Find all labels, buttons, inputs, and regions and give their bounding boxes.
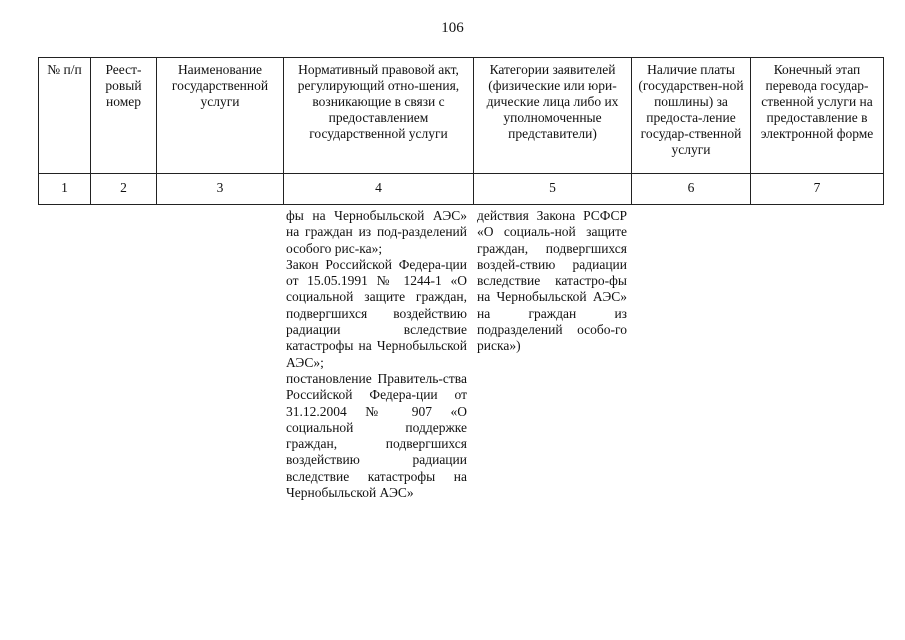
column-number-cell: 2 <box>91 174 157 205</box>
header-cell-service-name: Наименование государственной услуги <box>157 58 284 174</box>
legal-act-continuation <box>286 208 467 501</box>
column-number-cell: 3 <box>157 174 284 205</box>
legal-act-paragraph: Закон Российской Федера-ции от 15.05.1991 № 1244-1 «О социальной защите граждан, подвергшихся воздействию радиации вследствие катастрофы на Чернобыльской АЭС»; <box>286 256 467 370</box>
column-number-cell: 5 <box>474 174 632 205</box>
legal-act-paragraph: постановление Правитель-ства Российской Федера-ции от 31.12.2004 № 907 «О социальной поддержке граждан, подвергшихся воздействию радиации вследствие катастрофы на Чернобыльской АЭС» <box>286 370 467 501</box>
applicants-paragraph: действия Закона РСФСР «О социаль-ной защите граждан, подвергшихся воздей-ствию радиации вследствие катастро-фы на Чернобыльской АЭС» на граждан из подразделений особо-го риска») <box>477 208 627 354</box>
column-number-cell: 6 <box>632 174 751 205</box>
header-cell-registry: Реест-ровый номер <box>91 58 157 174</box>
header-cell-fee: Наличие платы (государствен-ной пошлины) за предоста-ление государ-ственной услуги <box>632 58 751 174</box>
legal-act-paragraph: фы на Чернобыльской АЭС» на граждан из под-разделений особого рис-ка»; <box>286 208 467 256</box>
header-row <box>39 58 884 174</box>
header-cell-final-stage: Конечный этап перевода государ-ственной услуги на предоставление в электронной форме <box>751 58 884 174</box>
header-cell-applicants: Категории заявителей (физические или юри-дические лица либо их уполномоченные представители) <box>474 58 632 174</box>
services-table <box>38 57 884 205</box>
column-number-cell: 4 <box>284 174 474 205</box>
header-cell-number: № п/п <box>39 58 91 174</box>
applicants-continuation <box>477 208 627 355</box>
page-number: 106 <box>441 20 464 36</box>
column-number-cell: 1 <box>39 174 91 205</box>
column-number-row <box>39 174 884 205</box>
header-cell-legal-act: Нормативный правовой акт, регулирующий отно-шения, возникающие в связи с предоставлением государственной услуги <box>284 58 474 174</box>
column-number-cell: 7 <box>751 174 884 205</box>
